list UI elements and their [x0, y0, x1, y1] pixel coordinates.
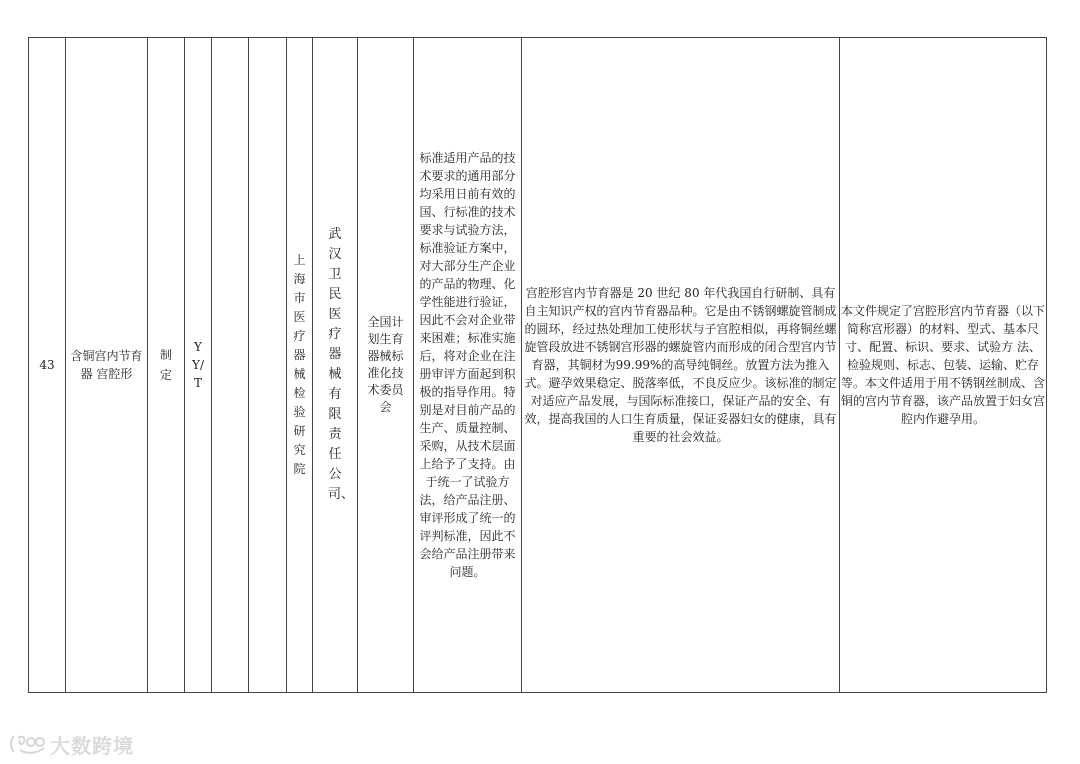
- impact-analysis: 标准适用产品的技术要求的通用部分均采用日前有效的国、行标准的技术要求与试验方法， 标准验证方案中，对大部分生产企业的产品的物理、化学性能进行验证，因此不会对企业带来困难；标准实施后，将对企业在注册审评方面起到积极的指导作用。特别是对目前产品的生产、质量控制、采购，从技术层面上给予了支持。由于统一了试验方 法，给产品注册、审评形成了统一的评判标准，因此不会给产品注册带来问题。: [419, 151, 516, 579]
- standard-name-cell: [66, 38, 148, 693]
- revision-type: 制定: [160, 348, 173, 382]
- drafting-unit-1-cell: [287, 38, 313, 693]
- revision-type-cell: [148, 38, 185, 693]
- scope-text: 本文件规定了宫腔形宫内节育器（以下简称宫形器）的材料、型式、基本尺寸、配置、标识、要求、试验方 法、检验规则、标志、包装、运输、贮存等。本文件适用于用不锈钢丝制成、含铜的宫内节育器，该产品放置于妇女宫腔内作避孕用。: [840, 304, 1045, 426]
- standard-name: 含铜宫内节育器 宫腔形: [70, 349, 143, 381]
- background-cell: [522, 38, 840, 693]
- sequence-number-cell: [29, 38, 66, 693]
- empty-cell-6: [249, 38, 287, 693]
- impact-cell: [414, 38, 522, 693]
- standard-prefix-cell: [185, 38, 212, 693]
- sequence-number: 43: [39, 358, 55, 372]
- committee-cell: [358, 38, 414, 693]
- drafting-unit-2: 武汉卫民医疗器械有限责任公司、: [328, 227, 355, 502]
- brand-logo-icon: [8, 732, 48, 756]
- standard-prefix: YY/T: [192, 340, 204, 390]
- table-row: [29, 38, 1047, 693]
- empty-cell-5: [212, 38, 249, 693]
- standards-table: [28, 37, 1047, 693]
- drafting-unit-2-cell: [313, 38, 358, 693]
- drafting-unit-1: 上海市医疗器械检验研究院: [293, 253, 306, 476]
- technical-committee: 全国计划生育器械标准化技术委员会: [367, 315, 404, 414]
- watermark-text: 大数跨境: [50, 733, 134, 758]
- watermark: [8, 731, 134, 757]
- background-text: 宫腔形宫内节育器是 20 世纪 80 年代我国自行研制、具有自主知识产权的宫内节育器品种。它是由不锈钢螺旋管制成的圆环，经过热处理加工使形状与子宫腔相似，再将铜丝螺旋管段放进不锈钢宫形器的螺旋管内而形成的闭合型宫内节育器，其铜材为99.99%的高导纯铜丝。放置方法为推入式。避孕效果稳定、脱落率低，不良反应少。该标准的制定对适应产品发展，与国际标准接口，保证产品的安全、有效，提高我国的人口生育质量，保证妥器妇女的健康，具有重要的社会效益。: [524, 286, 837, 444]
- scope-cell: [840, 38, 1047, 693]
